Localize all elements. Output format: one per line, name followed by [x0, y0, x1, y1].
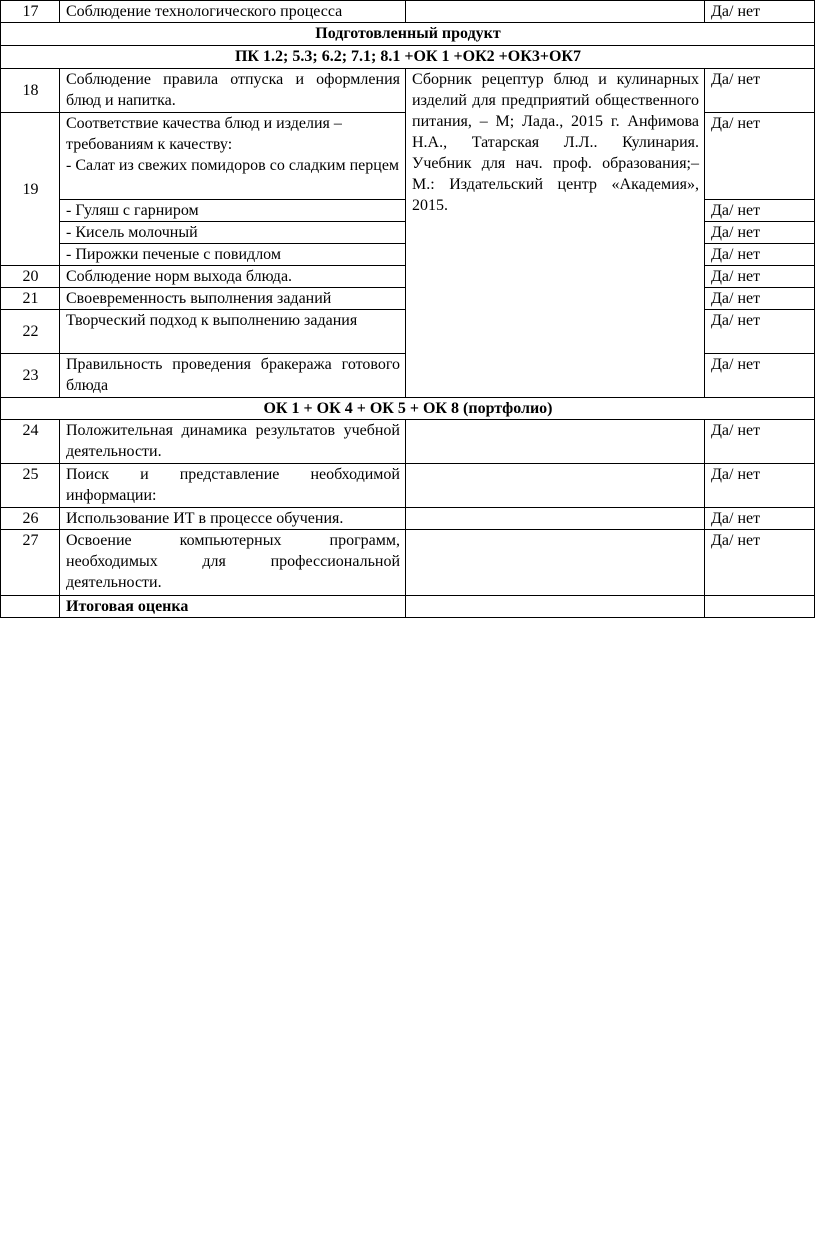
criterion-text: Соблюдение правила отпуска и оформления блюд и напитка.: [60, 69, 406, 113]
criterion-text: Творческий подход к выполнению задания: [60, 310, 406, 354]
table-row: [1, 530, 815, 596]
row-number: 19: [1, 113, 60, 266]
section-title-competencies: ПК 1.2; 5.3; 6.2; 7.1; 8.1 +ОК 1 +ОК2 +ОК3+ОК7: [1, 46, 815, 69]
section-row: [1, 46, 815, 69]
answer-cell: Да/ нет: [705, 530, 815, 596]
source-cell: [406, 596, 705, 618]
dish-item: - Пирожки печеные с повидлом: [60, 244, 406, 266]
row-number: 22: [1, 310, 60, 354]
answer-cell: Да/ нет: [705, 69, 815, 113]
total-label: Итоговая оценка: [60, 596, 406, 618]
answer-cell: Да/ нет: [705, 1, 815, 23]
assessment-table: [0, 0, 815, 618]
answer-cell: Да/ нет: [705, 288, 815, 310]
answer-cell: Да/ нет: [705, 244, 815, 266]
row-number: 27: [1, 530, 60, 596]
answer-cell: Да/ нет: [705, 200, 815, 222]
answer-cell: Да/ нет: [705, 464, 815, 508]
row-number: 17: [1, 1, 60, 23]
section-row: [1, 23, 815, 46]
reference-literature: Сборник рецептур блюд и кулинарных изделий для предприятий общественного питания, – М; Лада., 2015 г. Анфимова Н.А., Татарская Л.Л.. Кулинария. Учебник для нач. проф. образования;– М.: Издательский центр «Академия», 2015.: [406, 69, 705, 398]
row-number: 23: [1, 354, 60, 398]
dish-item: - Гуляш с гарниром: [60, 200, 406, 222]
answer-cell: Да/ нет: [705, 508, 815, 530]
table-row: [1, 420, 815, 464]
answer-cell: Да/ нет: [705, 113, 815, 200]
criterion-text: Правильность проведения бракеража готового блюда: [60, 354, 406, 398]
source-cell: [406, 420, 705, 464]
answer-cell: Да/ нет: [705, 310, 815, 354]
section-row: [1, 398, 815, 420]
answer-cell: [705, 596, 815, 618]
criterion-text: Поиск и представление необходимой информации:: [60, 464, 406, 508]
source-cell: [406, 530, 705, 596]
source-cell: [406, 464, 705, 508]
row-number: 25: [1, 464, 60, 508]
answer-cell: Да/ нет: [705, 222, 815, 244]
criterion-text: Соблюдение норм выхода блюда.: [60, 266, 406, 288]
row-number: 24: [1, 420, 60, 464]
answer-cell: Да/ нет: [705, 354, 815, 398]
answer-cell: Да/ нет: [705, 266, 815, 288]
criterion-text: Положительная динамика результатов учебной деятельности.: [60, 420, 406, 464]
answer-cell: Да/ нет: [705, 420, 815, 464]
criterion-text: [60, 113, 406, 200]
section-title-portfolio: ОК 1 + ОК 4 + ОК 5 + ОК 8 (портфолио): [1, 398, 815, 420]
row-number: [1, 596, 60, 618]
row-number: 18: [1, 69, 60, 113]
criterion-intro: Соответствие качества блюд и изделия – требованиям к качеству:: [66, 115, 342, 153]
table-row: [1, 464, 815, 508]
row-number: 21: [1, 288, 60, 310]
section-title-product: Подготовленный продукт: [1, 23, 815, 46]
source-cell: [406, 508, 705, 530]
dish-item: - Салат из свежих помидоров со сладким перцем: [66, 157, 400, 174]
criterion-text: Своевременность выполнения заданий: [60, 288, 406, 310]
dish-item: - Кисель молочный: [60, 222, 406, 244]
criterion-text: Использование ИТ в процессе обучения.: [60, 508, 406, 530]
criterion-text: Освоение компьютерных программ, необходимых для профессиональной деятельности.: [60, 530, 406, 596]
table-row: [1, 1, 815, 23]
source-cell: [406, 1, 705, 23]
row-number: 20: [1, 266, 60, 288]
table-row: [1, 508, 815, 530]
table-row: [1, 69, 815, 113]
criterion-text: Соблюдение технологического процесса: [60, 1, 406, 23]
total-row: [1, 596, 815, 618]
row-number: 26: [1, 508, 60, 530]
